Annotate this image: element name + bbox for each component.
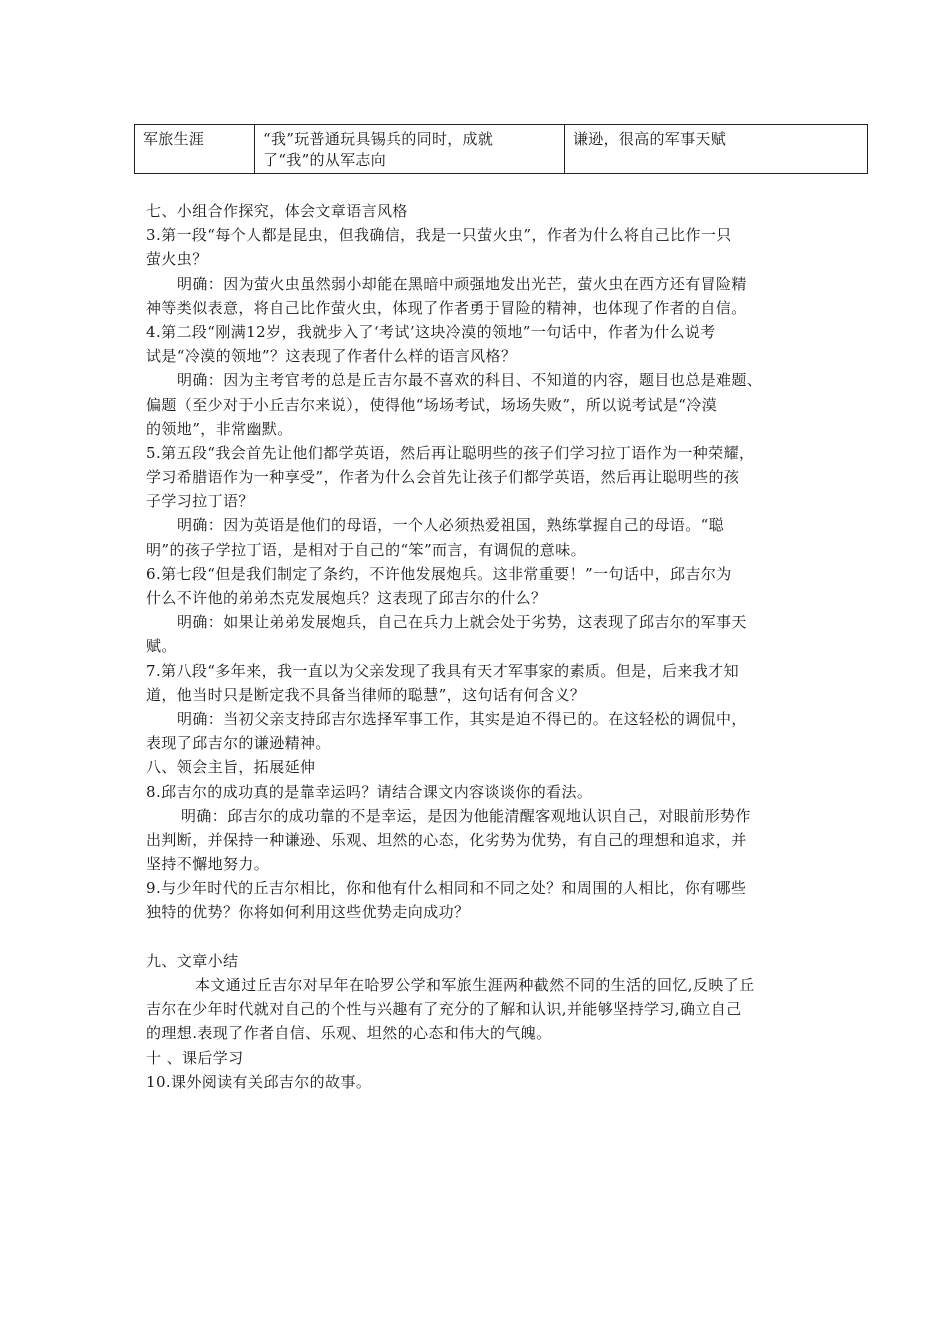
question-line: 4.第二段“刚满12岁，我就步入了‘考试’这块冷漠的领地”一句话中，作者为什么说考: [146, 322, 716, 341]
table-cell-stage: 军旅生涯: [135, 125, 255, 174]
table-cell-event: [255, 125, 565, 174]
answer-line: 的理想.表现了作者自信、乐观、坦然的心态和伟大的气魄。: [146, 1024, 552, 1043]
question-line: 6.第七段“但是我们制定了条约，不许他发展炮兵。这非常重要！”一句话中，邱吉尔为: [146, 564, 732, 583]
answer-line: 本文通过丘吉尔对早年在哈罗公学和军旅生涯两种截然不同的生活的回忆,反映了丘: [195, 976, 755, 994]
question-line: 3.第一段“每个人都是昆虫，但我确信，我是一只萤火虫”，作者为什么将自己比作一只: [146, 226, 732, 245]
answer-line: 表现了邱吉尔的谦逊精神。: [146, 734, 331, 753]
answer-line: 神等类似表意，将自己比作萤火虫，体现了作者勇于冒险的精神，也体现了作者的自信。: [146, 298, 747, 317]
section-heading: 九、文章小结: [146, 951, 239, 970]
section-heading: 七、小组合作探究，体会文章语言风格: [146, 202, 408, 220]
answer-line: 坚持不懈地努力。: [146, 855, 270, 874]
answer-line: 吉尔在少年时代就对自己的个性与兴趣有了充分的了解和认识,并能够坚持学习,确立自己: [146, 1000, 742, 1019]
answer-line: 明确：邱吉尔的成功靠的不是幸运，是因为他能清醒客观地认识自己，对眼前形势作: [181, 806, 751, 825]
question-line: 道，他当时只是断定我不具备当律师的聪慧”，这句话有何含义？: [146, 685, 586, 704]
section-heading: 八、领会主旨，拓展延伸: [146, 758, 316, 777]
question-line: 萤火虫？: [146, 250, 208, 269]
question-line: 8.邱吉尔的成功真的是靠幸运吗？请结合课文内容谈谈你的看法。: [146, 782, 593, 801]
question-line: 什么不许他的弟弟杰克发展炮兵？这表现了邱吉尔的什么？: [146, 589, 547, 607]
answer-line: 明确：因为主考官考的总是丘吉尔最不喜欢的科目、不知道的内容，题目也总是难题、: [177, 371, 763, 390]
answer-line: 出判断，并保持一种谦逊、乐观、坦然的心态，化劣势为优势，有自己的理想和追求，并: [146, 830, 747, 849]
summary-table: [134, 124, 868, 174]
answer-line: 偏题（至少对于小丘吉尔来说），使得他“场场考试，场场失败”，所以说考试是“冷漠: [146, 395, 718, 414]
answer-line: 明确：因为英语是他们的母语，一个人必须热爱祖国，熟练掌握自己的母语。“聪: [177, 516, 725, 535]
question-line: 10.课外阅读有关邱吉尔的故事。: [146, 1072, 372, 1091]
document-body: [146, 199, 810, 1094]
answer-line: 明”的孩子学拉丁语，是相对于自己的“笨”而言，有调侃的意味。: [146, 540, 587, 559]
answer-line: 明确：因为萤火虫虽然弱小却能在黑暗中顽强地发出光芒，萤火虫在西方还有冒险精: [177, 274, 747, 293]
answer-line: 明确：当初父亲支持邱吉尔选择军事工作，其实是迫不得已的。在这轻松的调侃中，: [177, 709, 747, 728]
table-cell-event-line: 了“我”的从军志向: [263, 151, 387, 169]
table-cell-event-line: “我”玩普通玩具锡兵的同时，成就: [263, 130, 494, 148]
answer-line: 的领地”，非常幽默。: [146, 419, 293, 438]
question-line: 独特的优势？你将如何利用这些优势走向成功？: [146, 903, 470, 922]
question-line: 试是“冷漠的领地”？这表现了作者什么样的语言风格？: [146, 347, 517, 366]
question-line: 9.与少年时代的丘吉尔相比，你和他有什么相同和不同之处？和周围的人相比，你有哪些: [146, 879, 747, 898]
answer-line: 明确：如果让弟弟发展炮兵，自己在兵力上就会处于劣势，这表现了邱吉尔的军事天: [177, 613, 747, 632]
answer-line: 赋。: [146, 637, 177, 656]
question-line: 学习希腊语作为一种享受”，作者为什么会首先让孩子们都学英语，然后再让聪明些的孩: [146, 468, 740, 487]
question-line: 7.第八段“多年来，我一直以为父亲发现了我具有天才军事家的素质。但是，后来我才知: [146, 661, 739, 680]
table-cell-trait: 谦逊，很高的军事天赋: [565, 125, 868, 174]
question-line: 5.第五段“我会首先让他们都学英语，然后再让聪明些的孩子们学习拉丁语作为一种荣耀，: [146, 443, 755, 462]
section-heading: 十 、课后学习: [146, 1048, 244, 1067]
question-line: 子学习拉丁语？: [146, 492, 254, 511]
blank-line: [146, 925, 810, 949]
table-row: [135, 125, 868, 174]
